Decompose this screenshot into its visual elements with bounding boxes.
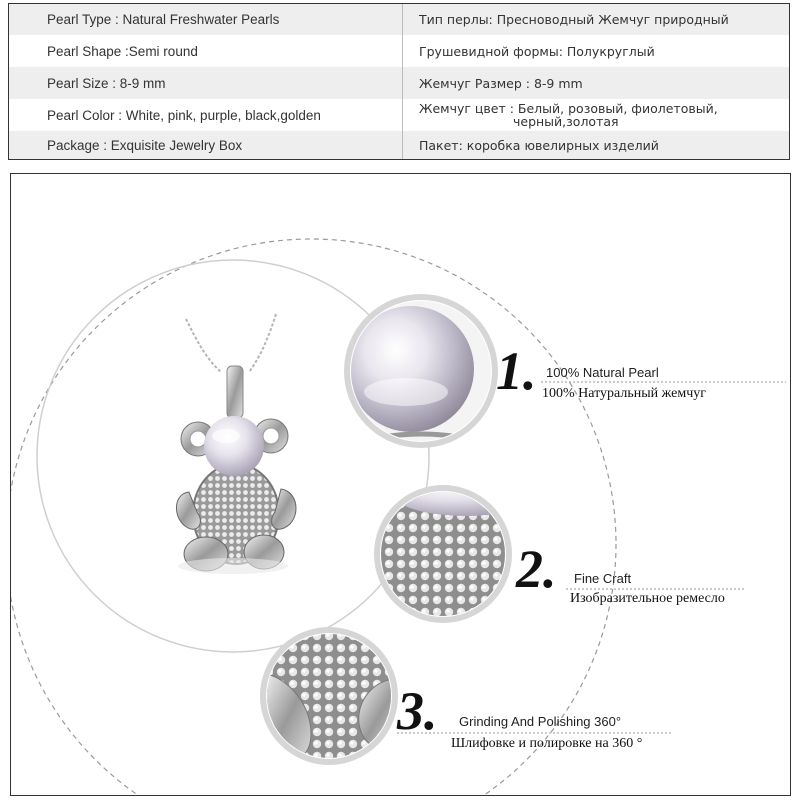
spec-row-shape bbox=[9, 35, 789, 67]
spec-ru: Жемчуг Размер : 8-9 mm bbox=[402, 67, 789, 99]
spec-row-package bbox=[9, 131, 789, 159]
spec-ru-line2: черный,золотая bbox=[513, 114, 619, 129]
spec-row-type bbox=[9, 4, 789, 35]
feature-2-number: 2. bbox=[516, 539, 557, 599]
feature-2-ru: Изобразительное ремесло bbox=[570, 591, 725, 606]
spec-en: Pearl Size : 8-9 mm bbox=[47, 75, 166, 91]
feature-1-number: 1. bbox=[496, 341, 537, 401]
feature-1-en: 100% Natural Pearl bbox=[546, 365, 659, 380]
feature-3-number: 3. bbox=[397, 681, 438, 741]
feature-showcase bbox=[10, 173, 791, 796]
spec-table bbox=[8, 3, 790, 160]
spec-ru bbox=[402, 99, 789, 131]
spec-ru-line1: Жемчуг цвет : Белый, розовый, фиолетовый, bbox=[419, 101, 718, 116]
spec-row-size bbox=[9, 67, 789, 99]
feature-3-ru: Шлифовке и полировке на 360 ° bbox=[451, 736, 643, 751]
feature-1-ru: 100% Натуральный жемчуг bbox=[542, 386, 707, 401]
spec-ru: Тип перлы: Пресноводный Жемчуг природный bbox=[402, 4, 789, 35]
spec-en: Pearl Shape :Semi round bbox=[47, 43, 198, 59]
spec-en: Package : Exquisite Jewelry Box bbox=[47, 137, 243, 153]
feature-2-en: Fine Craft bbox=[574, 571, 632, 586]
spec-en: Pearl Color : White, pink, purple, black,golden bbox=[47, 107, 321, 123]
bear-pendant bbox=[176, 416, 296, 571]
spec-ru: Пакет: коробка ювелирных изделий bbox=[402, 131, 789, 159]
spec-ru: Грушевидной формы: Полукруглый bbox=[402, 35, 789, 67]
feature-3-en: Grinding And Polishing 360° bbox=[459, 714, 622, 729]
spec-row-color bbox=[9, 99, 789, 131]
spec-en: Pearl Type : Natural Freshwater Pearls bbox=[47, 12, 280, 27]
